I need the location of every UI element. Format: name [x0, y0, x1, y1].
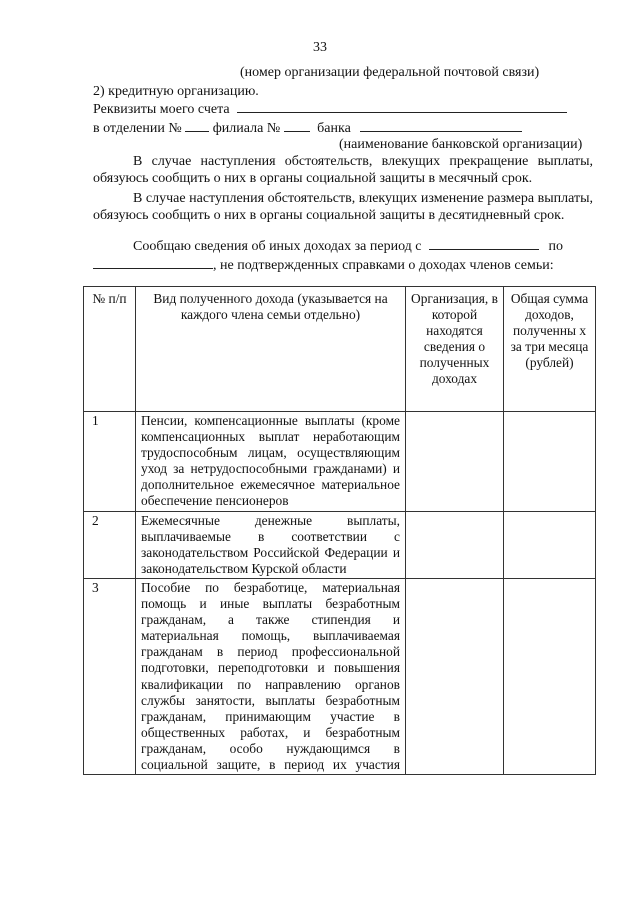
department-number-blank[interactable]	[185, 120, 209, 132]
paragraph-change: В случае наступления обстоятельств, влекущих изменение размера выплаты, обязуюсь сообщить о них в органы социальной защиты в десятидневный срок.	[93, 191, 593, 223]
postal-organization-caption: (номер организации федеральной почтовой связи)	[240, 65, 540, 80]
income-type-cell: Пособие по безработице, материальная помощь и иные выплаты безработным гражданам, а также стипендия и материальная помощь, выплачиваемая гражданам в период профессиональной подготовки, переподготовки и повышения квалификации по направлению органов службы занятости, выплаты безработным гражданам, принимающим участие в общественных работах, и безработным гражданам, особо нуждающимся в социальной защите, в период их участия	[136, 578, 406, 774]
branch-line	[93, 120, 522, 137]
bank-organization-caption: (наименование банковской организации)	[339, 137, 583, 152]
period-to-label: по	[548, 239, 564, 254]
organization-cell[interactable]	[406, 412, 504, 512]
page-number: 33	[313, 40, 327, 55]
organization-cell[interactable]	[406, 511, 504, 578]
income-type-cell: Пенсии, компенсационные выплаты (кроме компенсационных выплат неработающим трудоспособным лицам, осуществляющим уход за нетрудоспособными гражданами) и дополнительное ежемесячное материальное обеспечение пенсионеров	[136, 412, 406, 512]
row-number: 2	[84, 511, 136, 578]
table-header-row	[84, 287, 596, 412]
income-type-cell: Ежемесячные денежные выплаты, выплачиваемые в соответствии с законодательством Российской Федерации и законодательством Курской области	[136, 511, 406, 578]
bank-name-blank[interactable]	[360, 120, 522, 132]
period-to-blank[interactable]	[93, 257, 213, 269]
sum-cell[interactable]	[504, 412, 596, 512]
income-table	[83, 286, 596, 775]
period-from-blank[interactable]	[429, 238, 539, 250]
filial-label: филиала №	[212, 121, 281, 136]
department-label: в отделении №	[93, 121, 182, 136]
header-total-sum: Общая сумма доходов, полученны х за три месяца (рублей)	[504, 287, 596, 412]
credit-organization-item: 2) кредитную организацию.	[93, 84, 259, 99]
account-label: Реквизиты моего счета	[93, 102, 230, 117]
header-number: № п/п	[84, 287, 136, 412]
account-requisites-line	[93, 101, 567, 118]
paragraph-termination: В случае наступления обстоятельств, влекущих прекращение выплаты, обязуюсь сообщить о них в органы социальной защиты в месячный срок.	[93, 154, 593, 186]
sum-cell[interactable]	[504, 578, 596, 774]
table-row	[84, 412, 596, 512]
account-blank[interactable]	[237, 101, 567, 113]
header-income-type: Вид полученного дохода (указывается на каждого члена семьи отдельно)	[136, 287, 406, 412]
filial-number-blank[interactable]	[284, 120, 310, 132]
table-row	[84, 578, 596, 774]
sum-cell[interactable]	[504, 511, 596, 578]
bank-label: банка	[317, 121, 351, 136]
income-period-line	[133, 238, 563, 255]
table-row	[84, 511, 596, 578]
income-info-label: Сообщаю сведения об иных доходах за период с	[133, 239, 422, 254]
header-organization: Организация, в которой находятся сведения о полученных доходах	[406, 287, 504, 412]
organization-cell[interactable]	[406, 578, 504, 774]
row-number: 1	[84, 412, 136, 512]
income-period-line-2	[93, 257, 554, 274]
row-number: 3	[84, 578, 136, 774]
income-info-continuation: , не подтвержденных справками о доходах членов семьи:	[213, 258, 554, 273]
